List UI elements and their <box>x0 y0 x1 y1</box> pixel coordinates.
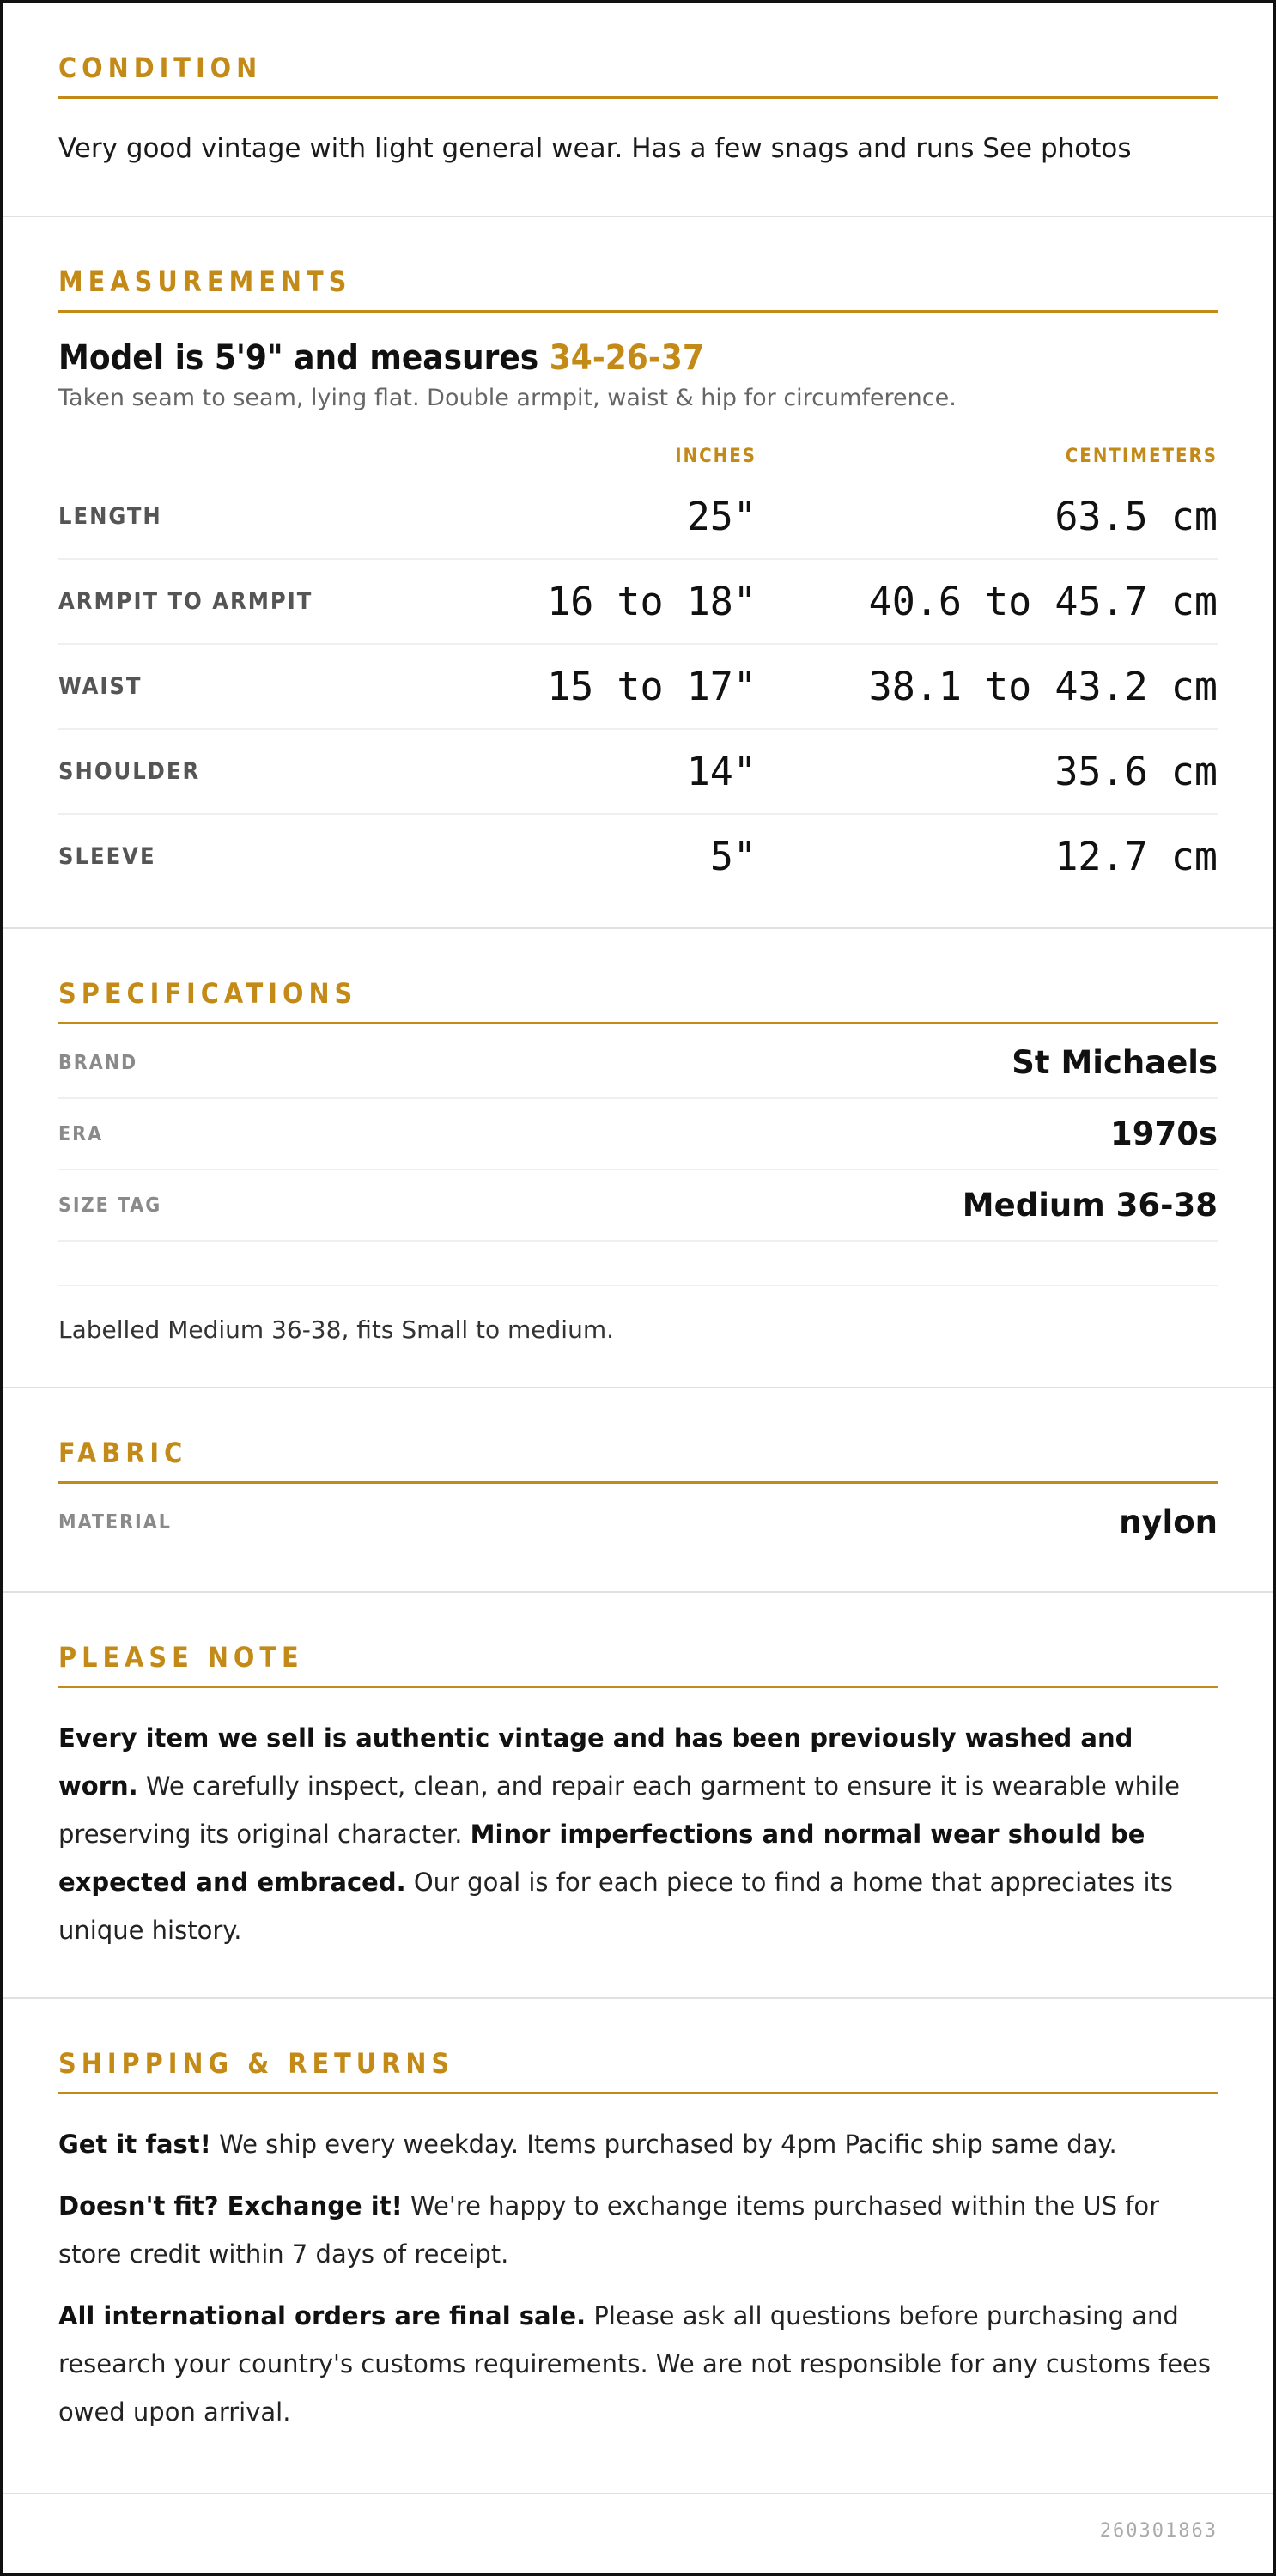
measurement-cm: 38.1 to 43.2 cm <box>868 664 1218 709</box>
shipping-bold-1: Get it fast! <box>58 2129 211 2159</box>
measurement-label: ARMPIT TO ARMPIT <box>58 588 313 615</box>
shipping-returns-section <box>3 1999 1273 2494</box>
condition-text: Very good vintage with light general wear. Has a few snags and runs See photos <box>58 133 1132 164</box>
measurement-inches: 16 to 18" <box>547 579 756 624</box>
table-row <box>58 645 1218 730</box>
model-measures-highlight: 34-26-37 <box>549 338 704 378</box>
please-note-heading: PLEASE NOTE <box>58 1641 1218 1688</box>
measurements-table <box>58 475 1218 898</box>
spec-label: BRAND <box>58 1051 138 1074</box>
spec-label: MATERIAL <box>58 1510 172 1534</box>
measurement-cm: 63.5 cm <box>1054 494 1218 539</box>
size-note: Labelled Medium 36-38, fits Small to medium. <box>58 1285 1218 1344</box>
shipping-text-3: Please ask all questions before purchasing and research your country's customs requirements. We are not responsible for any customs fees owed upon arrival. <box>58 2301 1211 2427</box>
spec-value: Medium 36-38 <box>962 1187 1218 1224</box>
measurement-label: SHOULDER <box>58 758 201 785</box>
measurement-inches: 25" <box>686 494 756 539</box>
measurements-section <box>3 217 1273 929</box>
measurement-cm: 40.6 to 45.7 cm <box>868 579 1218 624</box>
condition-section <box>3 3 1273 217</box>
measurements-subtitle: Taken seam to seam, lying flat. Double armpit, waist & hip for circumference. <box>58 385 957 411</box>
measurements-heading: MEASUREMENTS <box>58 265 1218 313</box>
spec-row-era <box>58 1099 1218 1170</box>
specifications-section <box>3 929 1273 1388</box>
note-text-1: We carefully inspect, clean, and repair each garment to ensure it is wearable while preserving its original character. <box>58 1771 1180 1849</box>
please-note-text <box>58 1714 1218 1954</box>
model-measurements <box>58 338 1218 378</box>
measurement-cm: 12.7 cm <box>1054 834 1218 879</box>
shipping-text-1: We ship every weekday. Items purchased by 4pm Pacific ship same day. <box>210 2129 1117 2159</box>
centimeters-column-header: CENTIMETERS <box>1065 446 1218 467</box>
shipping-paragraph-3 <box>58 2292 1218 2436</box>
measurement-label: LENGTH <box>58 503 162 530</box>
spec-row-material <box>58 1487 1218 1557</box>
product-code: 260301863 <box>1099 2519 1218 2542</box>
shipping-heading: SHIPPING & RETURNS <box>58 2047 1218 2094</box>
please-note-section <box>3 1593 1273 1999</box>
fabric-heading: FABRIC <box>58 1437 1218 1484</box>
measurement-label: SLEEVE <box>58 843 156 870</box>
shipping-text-2: We're happy to exchange items purchased within the US for store credit within 7 days of receipt. <box>58 2191 1160 2269</box>
note-text-2: Our goal is for each piece to find a home that appreciates its unique history. <box>58 1868 1174 1945</box>
condition-heading: CONDITION <box>58 52 1218 99</box>
table-row <box>58 730 1218 815</box>
spec-value: nylon <box>1119 1504 1218 1540</box>
inches-column-header: INCHES <box>675 446 756 467</box>
measurement-cm: 35.6 cm <box>1054 749 1218 794</box>
note-bold-1: Every item we sell is authentic vintage and has been previously washed and worn. <box>58 1723 1133 1801</box>
table-row <box>58 560 1218 645</box>
spec-label: SIZE TAG <box>58 1194 162 1217</box>
footer <box>3 2494 1273 2567</box>
spec-row-brand <box>58 1028 1218 1099</box>
note-bold-2: Minor imperfections and normal wear should be expected and embraced. <box>58 1820 1145 1897</box>
shipping-bold-3: All international orders are final sale. <box>58 2301 586 2330</box>
specifications-heading: SPECIFICATIONS <box>58 977 1218 1024</box>
spec-row-size-tag <box>58 1170 1218 1242</box>
table-row <box>58 475 1218 560</box>
spec-value: 1970s <box>1109 1115 1218 1152</box>
measurement-label: WAIST <box>58 673 143 700</box>
measurement-inches: 14" <box>686 749 756 794</box>
measurements-table-header <box>58 446 1218 475</box>
table-row <box>58 815 1218 898</box>
spec-value: St Michaels <box>1012 1044 1218 1081</box>
shipping-paragraph-1 <box>58 2120 1218 2168</box>
measurement-inches: 15 to 17" <box>547 664 756 709</box>
model-prefix: Model is 5'9" and measures <box>58 338 550 378</box>
measurement-inches: 5" <box>709 834 756 879</box>
shipping-paragraph-2 <box>58 2182 1218 2278</box>
shipping-bold-2: Doesn't fit? Exchange it! <box>58 2191 403 2221</box>
fabric-section <box>3 1388 1273 1593</box>
spec-label: ERA <box>58 1122 104 1145</box>
